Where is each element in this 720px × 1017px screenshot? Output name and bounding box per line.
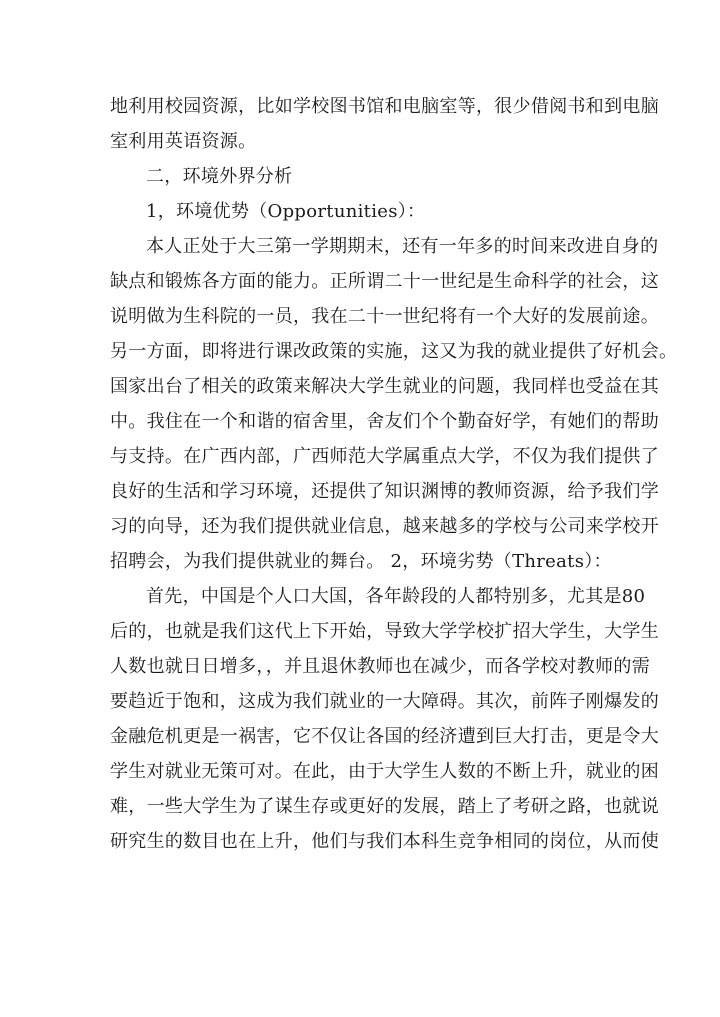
text-line: 良好的生活和学习环境，还提供了知识渊博的教师资源，给予我们学: [110, 481, 659, 502]
text-line: 国家出台了相关的政策来解决大学生就业的问题，我同样也受益在其: [110, 376, 659, 397]
text-line: 中。我住在一个和谐的宿舍里，舍友们个个勤奋好学，有她们的帮助: [110, 411, 659, 432]
section-heading: 二，环境外界分析: [146, 166, 293, 187]
text-line: 本人正处于大三第一学期期末，还有一年多的时间来改进自身的: [146, 236, 659, 257]
text-line: 学生对就业无策可对。在此，由于大学生人数的不断上升，就业的困: [110, 761, 659, 782]
text-line: 另一方面，即将进行课改政策的实施，这又为我的就业提供了好机会。: [110, 341, 678, 362]
text-line: 招聘会，为我们提供就业的舞台。 2，环境劣势（Threats）：: [110, 551, 612, 572]
text-line: 难，一些大学生为了谋生存或更好的发展，踏上了考研之路，也就说: [110, 796, 659, 817]
subsection-heading: 1，环境优势（Opportunities）：: [146, 201, 426, 222]
text-line: 室利用英语资源。: [110, 131, 257, 152]
text-line: 要趋近于饱和，这成为我们就业的一大障碍。其次，前阵子刚爆发的: [110, 691, 659, 712]
text-line: 地利用校园资源，比如学校图书馆和电脑室等，很少借阅书和到电脑: [110, 96, 659, 117]
text-line: 首先，中国是个人口大国，各年龄段的人都特别多，尤其是80: [146, 586, 646, 607]
text-line: 金融危机更是一祸害，它不仅让各国的经济遭到巨大打击，更是令大: [110, 726, 659, 747]
text-line: 说明做为生科院的一员，我在二十一世纪将有一个大好的发展前途。: [110, 306, 659, 327]
text-line: 研究生的数目也在上升，他们与我们本科生竞争相同的岗位，从而使: [110, 831, 659, 852]
document-body: [110, 89, 678, 859]
text-line: 与支持。在广西内部，广西师范大学属重点大学，不仅为我们提供了: [110, 446, 659, 467]
text-line: 人数也就日日增多，，并且退休教师也在减少，而各学校对教师的需: [110, 656, 650, 677]
text-line: 后的，也就是我们这代上下开始，导致大学学校扩招大学生，大学生: [110, 621, 659, 642]
text-line: 习的向导，还为我们提供就业信息，越来越多的学校与公司来学校开: [110, 516, 659, 537]
text-line: 缺点和锻炼各方面的能力。正所谓二十一世纪是生命科学的社会，这: [110, 271, 659, 292]
